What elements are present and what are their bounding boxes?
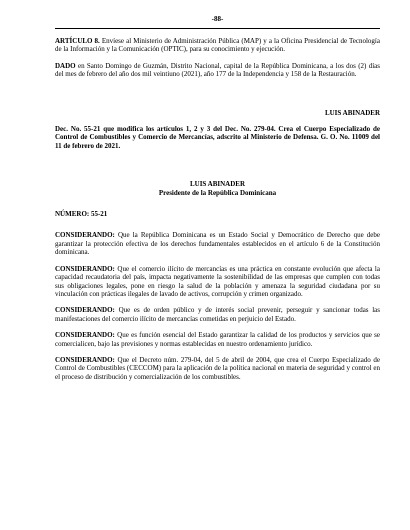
president-title: Presidente de la República Dominicana xyxy=(158,188,277,197)
considerando-label: CONSIDERANDO: xyxy=(55,264,115,273)
dado-label: DADO xyxy=(55,61,76,70)
decree-title: Dec. No. 55-21 que modifica los artículos 1, 2 y 3 del Dec. No. 279-04. Crea el Cuerpo Especializado de Control de Combustibles y Comercio de Mercancías, adscrito al Ministerio de Defensa. G. O. No. 11009 del 11 de febrero de 2021. xyxy=(55,125,380,150)
considerando-1 xyxy=(55,231,380,256)
considerando-label: CONSIDERANDO: xyxy=(55,306,115,315)
considerando-5 xyxy=(55,356,380,381)
considerando-text: Que el Decreto núm. 279-04, del 5 de abril de 2004, que crea el Cuerpo Especializado de Control de Combustibles (CECCOM) para la aplicación de la política nacional en materia de seguridad y control en el proceso de distribución y comercialización de los combustibles. xyxy=(55,355,380,381)
president-name: LUIS ABINADER xyxy=(189,180,246,189)
considerando-text: Que es función esencial del Estado garantizar la calidad de los productos y servicios que se comercialicen, bajo las previsiones y normas establecidas en nuestro ordenamiento jurídico. xyxy=(55,331,380,348)
considerando-3 xyxy=(55,306,380,323)
considerando-label: CONSIDERANDO: xyxy=(55,331,115,340)
article-8-text: Envíese al Ministerio de Administración Pública (MAP) y a la Oficina Presidencial de Tecnología de la Información y la Comunicación (OPTIC), para su conocimiento y ejecución. xyxy=(55,37,380,54)
article-8-paragraph xyxy=(55,37,380,54)
dado-text: en Santo Domingo de Guzmán, Distrito Nacional, capital de la República Dominicana, a los dos (2) días del mes de febrero del año dos mil veintiuno (2021), año 177 de la Independencia y 158 de la Restauración. xyxy=(55,61,380,79)
dado-paragraph xyxy=(55,62,380,79)
header-rule xyxy=(55,28,380,29)
considerando-text: Que es de orden público y de interés social prevenir, perseguir y sancionar todas las manifestaciones del comercio ilícito de mercancías cometidas en perjuicio del Estado. xyxy=(55,306,380,323)
signature-1: LUIS ABINADER xyxy=(324,108,380,117)
page-number: -88- xyxy=(211,15,224,23)
considerando-4 xyxy=(55,331,380,348)
considerando-text: Que la República Dominicana es un Estado Social y Democrático de Derecho que debe garantizar la protección efectiva de los derechos fundamentales establecidos en el artículo 6 de la Constitución dominicana. xyxy=(55,231,380,257)
considerando-text: Que el comercio ilícito de mercancías es una práctica en constante evolución que afecta la capacidad recaudatoria del país, impacta negativamente la sostenibilidad de las empresas que cumplen con todas sus obligaciones legales, pone en riesgo la salud de la población y amenaza la seguridad ciudadana por su vinculación con prácticas ilegales de lavado de activos, corrupción y crimen organizado. xyxy=(55,264,380,298)
article-8-label: ARTÍCULO 8. xyxy=(55,37,100,45)
considerando-label: CONSIDERANDO: xyxy=(55,231,115,240)
considerando-label: CONSIDERANDO: xyxy=(55,355,115,364)
decree-number: NÚMERO: 55-21 xyxy=(55,210,108,219)
considerando-2 xyxy=(55,265,380,299)
